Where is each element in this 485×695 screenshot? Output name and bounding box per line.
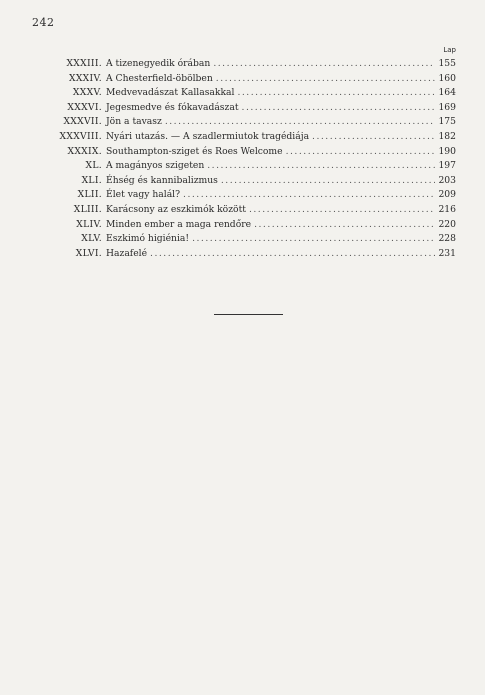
section-divider: [214, 314, 283, 315]
dot-leader: [221, 174, 435, 189]
chapter-numeral: XXXIV.: [69, 72, 102, 84]
dot-leader: [207, 159, 435, 174]
dot-leader: [249, 203, 435, 218]
toc-entry: [40, 232, 456, 247]
chapter-page: 169: [438, 101, 456, 113]
table-of-contents: [40, 57, 456, 261]
chapter-title: Southampton-sziget és Roes Welcome: [106, 145, 283, 157]
chapter-page: 155: [438, 58, 456, 69]
chapter-page: 203: [438, 174, 456, 186]
toc-entry: [40, 159, 456, 174]
dot-leader: [254, 218, 435, 233]
toc-entry: [40, 188, 456, 203]
chapter-title: Éhség és kannibalizmus: [106, 174, 218, 186]
chapter-title: Jön a tavasz: [106, 116, 162, 128]
chapter-numeral: XLIV.: [76, 218, 102, 230]
dot-leader: [242, 101, 435, 116]
dot-leader: [216, 72, 435, 87]
page-column-header: Lap: [443, 46, 456, 54]
chapter-page: 209: [438, 189, 456, 201]
chapter-title: Hazafelé: [106, 247, 148, 259]
chapter-numeral: XXXIX.: [67, 145, 102, 157]
chapter-numeral: XXXVII.: [63, 116, 102, 128]
chapter-title: Nyári utazás. — A szadlermiutok tragédiája: [106, 130, 310, 142]
dot-leader: [192, 232, 435, 247]
dot-leader: [312, 130, 435, 145]
chapter-numeral: XLV.: [81, 233, 102, 245]
chapter-title: A tizenegyedik órában: [106, 58, 211, 69]
toc-entry: [40, 101, 456, 116]
chapter-page: 164: [438, 87, 456, 99]
chapter-title: Minden ember a maga rendőre: [106, 218, 252, 230]
chapter-title: A Chesterfield-öbölben: [106, 72, 213, 84]
dot-leader: [286, 145, 435, 160]
chapter-numeral: XL.: [85, 160, 102, 172]
toc-entry: [40, 72, 456, 87]
chapter-page: 216: [438, 203, 456, 215]
toc-entry: [40, 86, 456, 101]
chapter-numeral: XLVI.: [75, 247, 102, 259]
chapter-title: Jegesmedve és fókavadászat: [106, 101, 239, 113]
chapter-numeral: XLII.: [77, 189, 102, 201]
dot-leader: [183, 188, 435, 203]
chapter-numeral: XXXVIII.: [59, 130, 102, 142]
toc-entry: [40, 130, 456, 145]
dot-leader: [165, 115, 435, 130]
chapter-numeral: XXXV.: [72, 87, 102, 99]
chapter-title: Medvevadászat Kallasakkal: [106, 87, 235, 99]
chapter-page: 228: [438, 233, 456, 245]
toc-entry: [40, 247, 456, 262]
chapter-page: 190: [438, 145, 456, 157]
chapter-page: 197: [438, 160, 456, 172]
chapter-page: 231: [438, 247, 456, 259]
chapter-page: 220: [438, 218, 456, 230]
dot-leader: [213, 57, 435, 72]
chapter-numeral: XXXVI.: [67, 101, 102, 113]
chapter-page: 175: [438, 116, 456, 128]
dot-leader: [237, 86, 435, 101]
chapter-page: 160: [438, 72, 456, 84]
toc-entry: [40, 57, 456, 72]
toc-entry: [40, 203, 456, 218]
chapter-title: Karácsony az eszkimók között: [106, 203, 246, 215]
chapter-numeral: XLI.: [81, 174, 102, 186]
chapter-page: 182: [438, 130, 456, 142]
chapter-title: Élet vagy halál?: [106, 189, 181, 201]
toc-entry: [40, 145, 456, 160]
toc-entry: [40, 115, 456, 130]
chapter-numeral: XLIII.: [73, 203, 102, 215]
chapter-numeral: XXXIII.: [66, 58, 102, 69]
chapter-title: Eszkimó higiénia!: [106, 233, 190, 245]
dot-leader: [150, 247, 435, 262]
chapter-title: A magányos szigeten: [106, 160, 205, 172]
page-number: 242: [32, 16, 55, 29]
toc-entry: [40, 218, 456, 233]
toc-entry: [40, 174, 456, 189]
